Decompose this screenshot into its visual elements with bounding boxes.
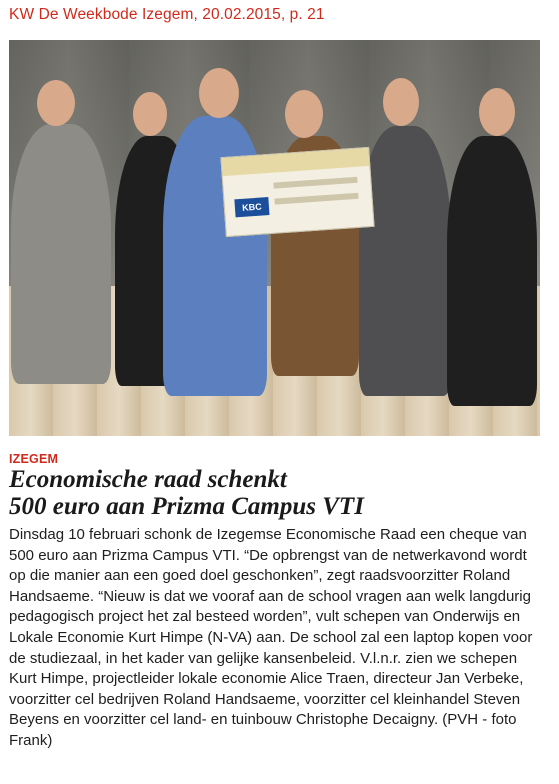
cheque-field	[274, 193, 358, 205]
article-body: Dinsdag 10 februari schonk de Izegemse Economische Raad een cheque van 500 euro aan Prizma Campus VTI. “De opbrengst van de netwerkavond wordt op die manier aan een goed doel geschonken”, zegt raadsvoorzitter Roland Handsaeme. “Nieuw is dat we vooraf aan de school vragen aan welk langdurig pedagogisch project het zal besteed worden”, vult schepen van Onderwijs en Lokale Economie Kurt Himpe (N-VA) aan. De school zal een laptop kopen voor de studiezaal, in het kader van gelijke kansenbeleid. V.l.n.r. zien we schepen Kurt Himpe, projectleider lokale economie Alice Traen, directeur Jan Verbeke, voorzitter cel bedrijven Roland Handsaeme, voorzitter cel kleinhandel Steven Beyens en voorzitter cel land- en tuinbouw Christophe Decaigny. (PVH - foto Frank)	[9, 526, 533, 749]
person-5-head	[383, 78, 419, 126]
source-line: KW De Weekbode Izegem, 20.02.2015, p. 21	[9, 6, 325, 23]
article-photo	[9, 40, 540, 436]
person-1-head	[37, 80, 75, 126]
person-5	[359, 126, 451, 396]
section-tag: IZEGEM	[9, 452, 59, 466]
cheque	[220, 147, 374, 237]
person-6	[447, 136, 537, 406]
headline-line-1: Economische raad schenkt	[9, 466, 287, 493]
headline	[9, 466, 549, 520]
person-4-head	[285, 90, 323, 138]
kbc-logo: KBC	[234, 197, 269, 217]
person-2-head	[133, 92, 167, 136]
person-6-head	[479, 88, 515, 136]
cheque-field	[273, 177, 357, 189]
headline-line-2: 500 euro aan Prizma Campus VTI	[9, 493, 364, 520]
person-1	[11, 124, 111, 384]
person-3-head	[199, 68, 239, 118]
